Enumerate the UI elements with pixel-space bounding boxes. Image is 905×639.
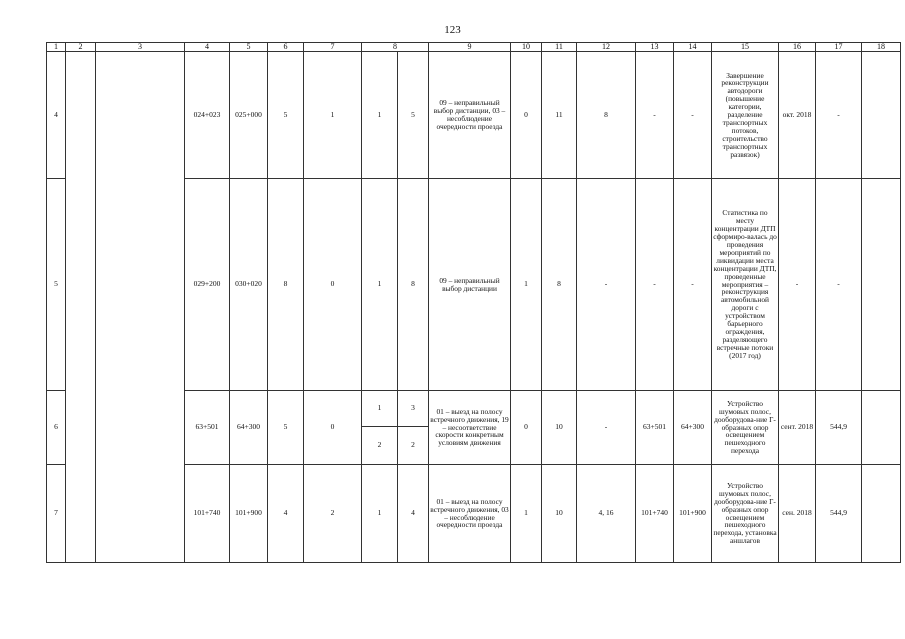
cell xyxy=(862,52,901,179)
cell: 101+740 xyxy=(636,465,674,563)
header-cell: 16 xyxy=(779,43,816,52)
header-cell: 17 xyxy=(816,43,862,52)
row-number: 4 xyxy=(47,52,66,179)
cell: 030+020 xyxy=(230,179,268,391)
header-cell: 6 xyxy=(268,43,304,52)
cell: 5 xyxy=(398,52,429,179)
cell: 2 xyxy=(398,427,429,465)
row-number: 5 xyxy=(47,179,66,391)
header-cell: 3 xyxy=(96,43,185,52)
cell: 10 xyxy=(542,465,577,563)
cell: 101+740 xyxy=(185,465,230,563)
cell: 63+501 xyxy=(636,391,674,465)
measures-cell: Устройство шумовых полос, дооборудова-ние Г-образных опор освещением пешеходного перехода, установка аншлагов xyxy=(712,465,779,563)
cell: - xyxy=(577,179,636,391)
cell: 8 xyxy=(398,179,429,391)
cell: 1 xyxy=(362,391,398,427)
cell: 64+300 xyxy=(230,391,268,465)
cell: 8 xyxy=(542,179,577,391)
header-cell: 10 xyxy=(511,43,542,52)
cell: 5 xyxy=(268,52,304,179)
header-cell: 2 xyxy=(66,43,96,52)
cell: 10 xyxy=(542,391,577,465)
header-cell: 9 xyxy=(429,43,511,52)
data-table xyxy=(46,42,901,563)
cell: - xyxy=(577,391,636,465)
cell: 101+900 xyxy=(674,465,712,563)
table-row xyxy=(47,52,901,179)
violation-cell: 01 – выезд на полосу встречного движения, 19 – несоответствие скорости конкретным условиям движения xyxy=(429,391,511,465)
cell: сен. 2018 xyxy=(779,465,816,563)
cell: 8 xyxy=(577,52,636,179)
col2-cell xyxy=(66,52,96,563)
header-cell: 18 xyxy=(862,43,901,52)
cell: 2 xyxy=(362,427,398,465)
cell: - xyxy=(779,179,816,391)
header-cell: 8 xyxy=(362,43,429,52)
cell: 4, 16 xyxy=(577,465,636,563)
cell: 64+300 xyxy=(674,391,712,465)
cell: сент. 2018 xyxy=(779,391,816,465)
measures-cell: Статистика по месту концентрации ДТП сформиро-валась до проведения мероприятий по ликвидации места концентрации ДТП, проведенные мероприятия – реконструкция автомобильной дороги с устройством барьерного ограждения, разделяющего встречные потоки (2017 год) xyxy=(712,179,779,391)
cell: 8 xyxy=(268,179,304,391)
cell: 5 xyxy=(268,391,304,465)
cell: 101+900 xyxy=(230,465,268,563)
cell: 3 xyxy=(398,391,429,427)
cell: 1 xyxy=(362,179,398,391)
cell: 4 xyxy=(268,465,304,563)
header-cell: 13 xyxy=(636,43,674,52)
cell: - xyxy=(674,52,712,179)
cell: 2 xyxy=(304,465,362,563)
measures-cell: Завершение реконструкции автодороги (повышение категории, разделение транспортных потоков, строительство транспортных развязок) xyxy=(712,52,779,179)
cell: окт. 2018 xyxy=(779,52,816,179)
cell: 0 xyxy=(511,391,542,465)
header-cell: 5 xyxy=(230,43,268,52)
header-row xyxy=(47,43,901,52)
violation-cell: 09 – неправильный выбор дистанции, 03 – несоблюдение очередности проезда xyxy=(429,52,511,179)
cell: 1 xyxy=(362,52,398,179)
cell: 1 xyxy=(511,465,542,563)
cell: 544,9 xyxy=(816,465,862,563)
cell: 63+501 xyxy=(185,391,230,465)
cell: - xyxy=(816,179,862,391)
cell: 11 xyxy=(542,52,577,179)
cell: 0 xyxy=(304,391,362,465)
header-cell: 14 xyxy=(674,43,712,52)
cell: 1 xyxy=(362,465,398,563)
cell: 4 xyxy=(398,465,429,563)
header-cell: 1 xyxy=(47,43,66,52)
header-cell: 4 xyxy=(185,43,230,52)
row-number: 7 xyxy=(47,465,66,563)
header-cell: 12 xyxy=(577,43,636,52)
cell: 024+023 xyxy=(185,52,230,179)
cell: 1 xyxy=(511,179,542,391)
header-cell: 7 xyxy=(304,43,362,52)
measures-cell: Устройство шумовых полос, дооборудова-ние Г-образных опор освещением пешеходного перехода xyxy=(712,391,779,465)
cell: - xyxy=(816,52,862,179)
cell: 0 xyxy=(511,52,542,179)
col3-cell xyxy=(96,52,185,563)
header-cell: 15 xyxy=(712,43,779,52)
cell: - xyxy=(636,52,674,179)
row-number: 6 xyxy=(47,391,66,465)
cell: 544,9 xyxy=(816,391,862,465)
cell: 029+200 xyxy=(185,179,230,391)
cell: 1 xyxy=(304,52,362,179)
cell xyxy=(862,391,901,465)
violation-cell: 09 – неправильный выбор дистанции xyxy=(429,179,511,391)
page-number: 123 xyxy=(444,24,461,36)
cell: - xyxy=(674,179,712,391)
violation-cell: 01 – выезд на полосу встречного движения, 03 – несоблюдение очередности проезда xyxy=(429,465,511,563)
header-cell: 11 xyxy=(542,43,577,52)
cell: - xyxy=(636,179,674,391)
cell xyxy=(862,465,901,563)
cell: 0 xyxy=(304,179,362,391)
cell: 025+000 xyxy=(230,52,268,179)
cell xyxy=(862,179,901,391)
